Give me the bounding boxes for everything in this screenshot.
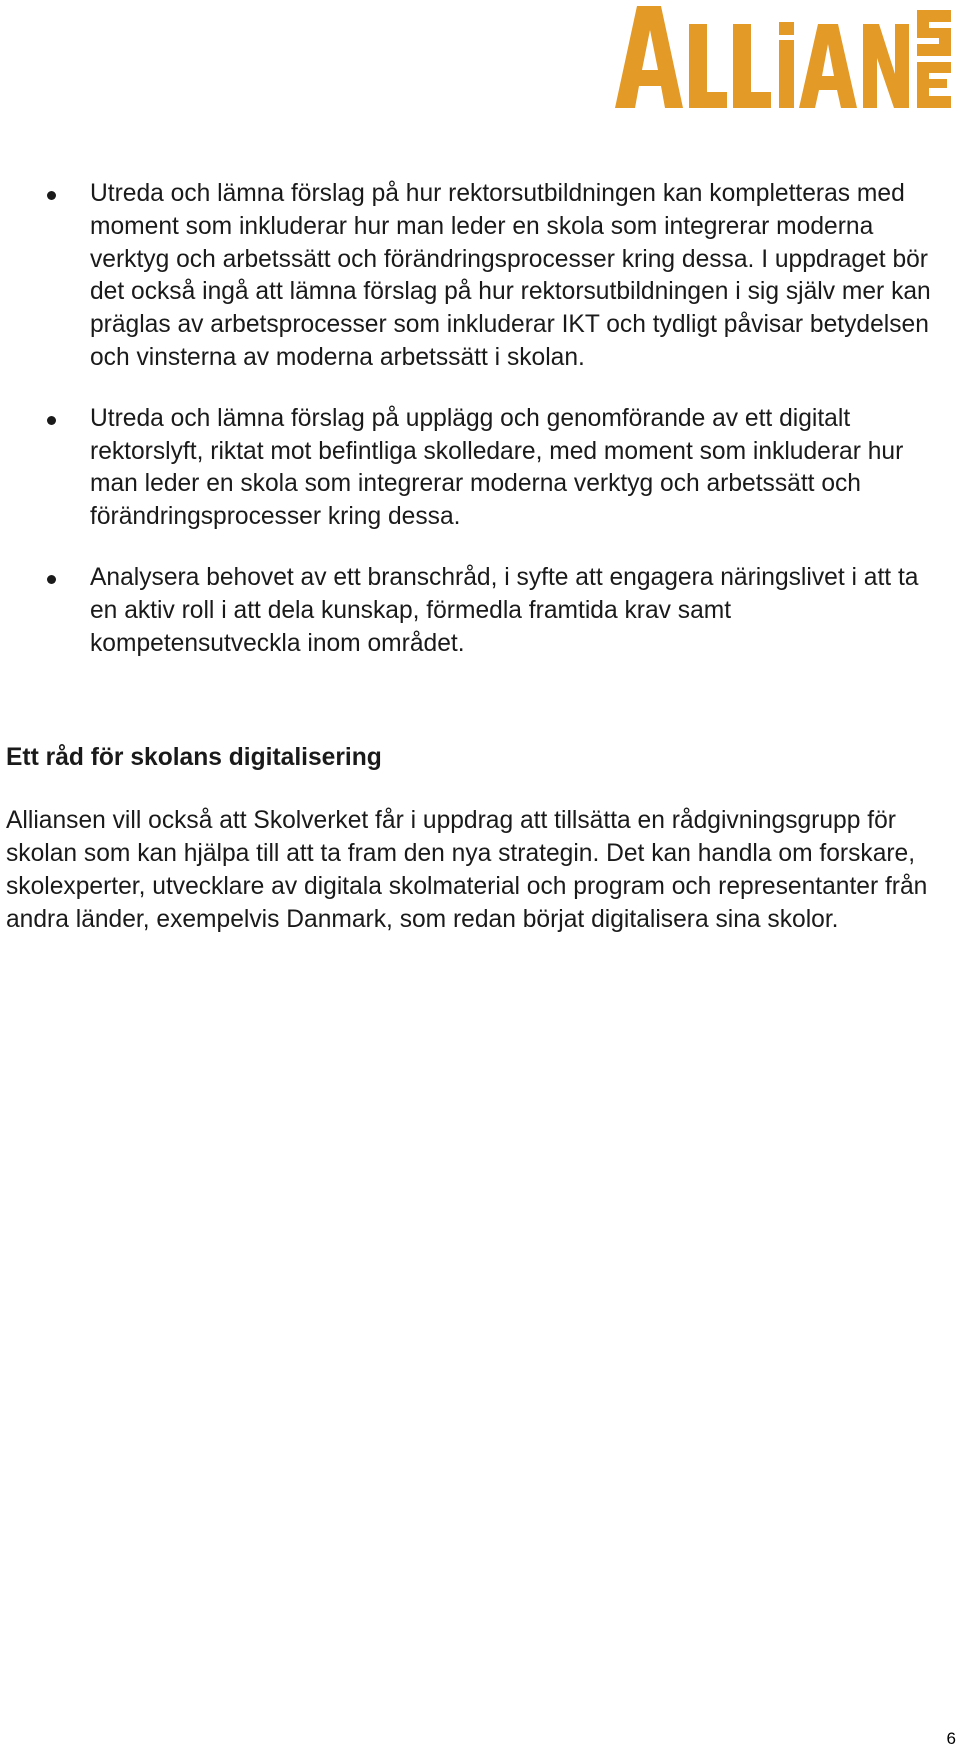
- section-heading: Ett råd för skolans digitalisering: [6, 744, 382, 771]
- list-item-text: Analysera behovet av ett branschråd, i syfte att engagera näringslivet i att ta en aktiv roll i att dela kunskap, förmedla framtida krav samt kompetensutveckla inom området.: [90, 563, 919, 657]
- bullet-icon: [47, 416, 56, 425]
- list-item: [0, 562, 960, 660]
- page-number: 6: [946, 1729, 956, 1748]
- section-paragraph: Alliansen vill också att Skolverket får i uppdrag att tillsätta en rådgivningsgrupp för skolan som kan hjälpa till att ta fram den nya strategin. Det kan handla om forskare, skolexperter, utvecklare av digitala skolmaterial och program och representanter från andra länder, exempelvis Danmark, som redan börjat digitalisera sina skolor.: [6, 807, 928, 933]
- list-item: [0, 178, 960, 375]
- bullet-icon: [47, 575, 56, 584]
- list-item-text: Utreda och lämna förslag på upplägg och genomförande av ett digitalt rektorslyft, riktat mot befintliga skolledare, med moment som inkluderar hur man leder en skola som integrerar moderna verktyg och arbetssätt och förändringsprocesser kring dessa.: [90, 404, 904, 531]
- alliansen-logo: [615, 4, 953, 108]
- bullet-icon: [47, 191, 56, 200]
- list-item-text: Utreda och lämna förslag på hur rektorsutbildningen kan kompletteras med moment som inkluderar hur man leder en skola som integrerar moderna verktyg och arbetssätt och förändringsprocesser kring dessa. I uppdraget bör det också ingå att lämna förslag på hur rektorsutbildningen i sig själv mer kan präglas av arbetsprocesser som inkluderar IKT och tydligt påvisar betydelsen och vinsterna av moderna arbetssätt i skolan.: [90, 180, 931, 371]
- requirements-list: [0, 178, 960, 688]
- list-item: [0, 403, 960, 534]
